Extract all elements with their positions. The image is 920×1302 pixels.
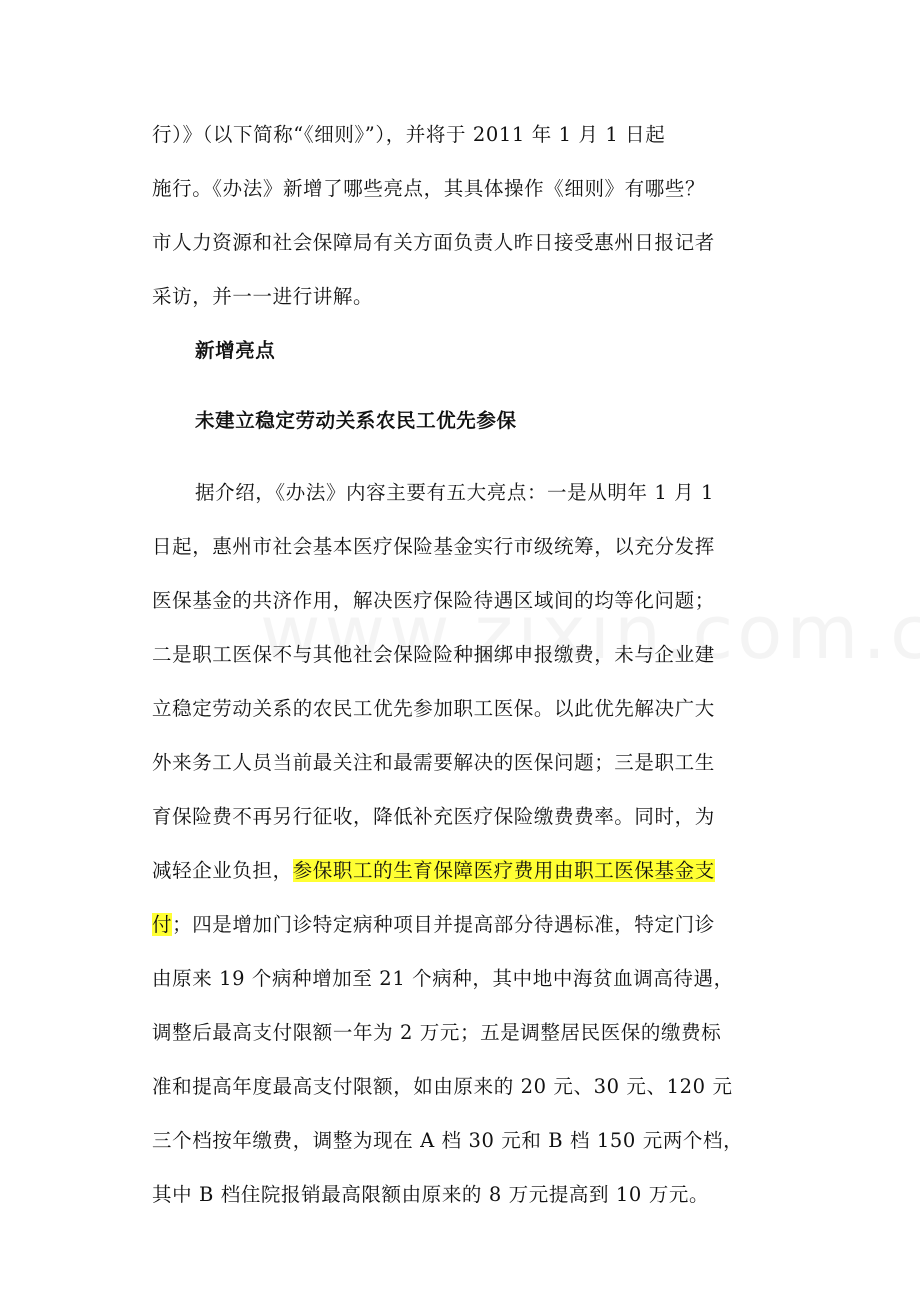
intro-line: 施行。《办法》新增了哪些亮点，其具体操作《细则》有哪些？ xyxy=(152,177,706,200)
body-line xyxy=(152,856,772,886)
body-line: 据介绍，《办法》内容主要有五大亮点：一是从明年 1 月 1 xyxy=(195,481,715,504)
section-heading: 新增亮点 xyxy=(195,339,276,362)
intro-line: 采访，并一一进行讲解。 xyxy=(152,285,374,308)
body-line: 育保险费不再另行征收，降低补充医疗保险缴费费率。同时，为 xyxy=(152,805,715,828)
body-line: 准和提高年度最高支付限额，如由原来的 20 元、30 元、120 元 xyxy=(152,1075,733,1098)
body-text: ；四是增加门诊特定病种项目并提高部分待遇标准，特定门诊 xyxy=(172,913,715,936)
body-line: 立稳定劳动关系的农民工优先参加职工医保。以此优先解决广大 xyxy=(152,697,715,720)
body-text: 减轻企业负担， xyxy=(152,859,293,882)
body-line: 日起，惠州市社会基本医疗保险基金实行市级统筹，以充分发挥 xyxy=(152,535,715,558)
body-line: 其中 B 档住院报销最高限额由原来的 8 万元提高到 10 万元。 xyxy=(152,1183,710,1206)
sub-heading: 未建立稳定劳动关系农民工优先参保 xyxy=(195,409,517,432)
body-line: 三个档按年缴费，调整为现在 A 档 30 元和 B 档 150 元两个档， xyxy=(152,1129,744,1152)
highlighted-text: 付 xyxy=(152,913,173,936)
intro-line: 行）》（以下简称“《细则》”），并将于 2011 年 1 月 1 日起 xyxy=(152,123,666,146)
body-line: 由原来 19 个病种增加至 21 个病种，其中地中海贫血调高待遇， xyxy=(152,967,734,990)
intro-line: 市人力资源和社会保障局有关方面负责人昨日接受惠州日报记者 xyxy=(152,231,715,254)
body-line: 二是职工医保不与其他社会保险险种捆绑申报缴费，未与企业建 xyxy=(152,643,715,666)
highlighted-text: 参保职工的生育保障医疗费用由职工医保基金支 xyxy=(292,859,715,882)
body-line: 医保基金的共济作用，解决医疗保险待遇区域间的均等化问题； xyxy=(152,589,715,612)
body-line xyxy=(152,910,772,940)
body-line: 外来务工人员当前最关注和最需要解决的医保问题；三是职工生 xyxy=(152,751,715,774)
body-line: 调整后最高支付限额一年为 2 万元；五是调整居民医保的缴费标 xyxy=(152,1021,722,1044)
